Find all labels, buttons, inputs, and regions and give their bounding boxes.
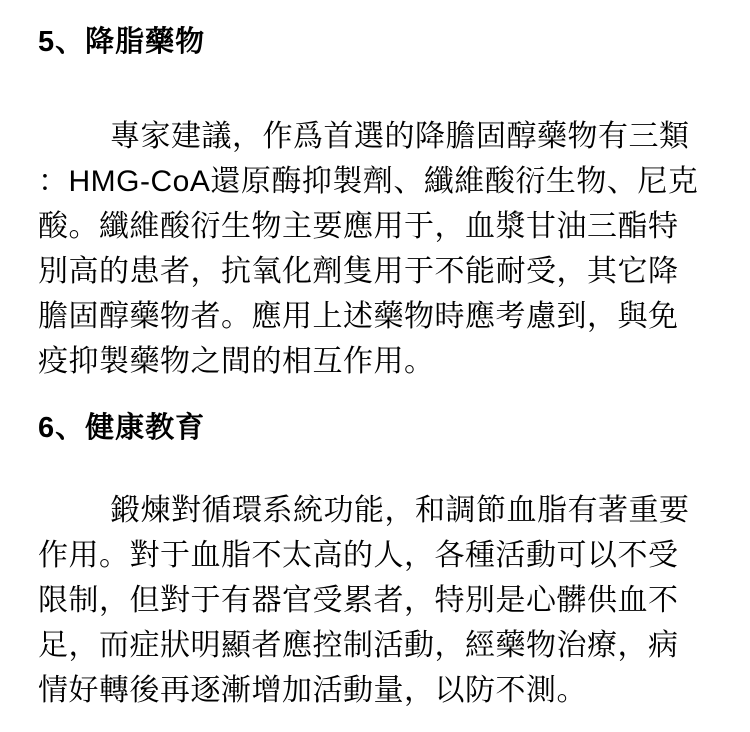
paragraph-line: 限制，但對于有器官受累者，特別是心髒供血不 (38, 584, 679, 617)
paragraph-line: 足，而症狀明顯者應控制活動，經藥物治療，病 (38, 629, 679, 662)
paragraph-line: ：HMG-CoA還原酶抑製劑、纖維酸衍生物、尼克 (38, 165, 699, 198)
section-5-paragraph (38, 114, 712, 384)
paragraph-line: 鍛煉對循環系統功能，和調節血脂有著重要 (110, 494, 690, 527)
paragraph-line: 情好轉後再逐漸增加活動量，以防不測。 (38, 674, 587, 707)
paragraph-line: 別高的患者，抗氧化劑隻用于不能耐受，其它降 (38, 255, 679, 288)
paragraph-line: 膽固醇藥物者。應用上述藥物時應考慮到，與免 (38, 300, 679, 333)
section-heading-5: 5、降脂藥物 (38, 26, 206, 58)
section-heading-6: 6、健康教育 (38, 412, 206, 444)
paragraph-line: 作用。對于血脂不太高的人，各種活動可以不受 (38, 539, 679, 572)
paragraph-line: 疫抑製藥物之間的相互作用。 (38, 345, 435, 378)
section-6-paragraph (38, 488, 712, 713)
paragraph-line: 專家建議，作爲首選的降膽固醇藥物有三類 (110, 120, 690, 153)
paragraph-line: 酸。纖維酸衍生物主要應用于，血漿甘油三酯特 (38, 210, 679, 243)
